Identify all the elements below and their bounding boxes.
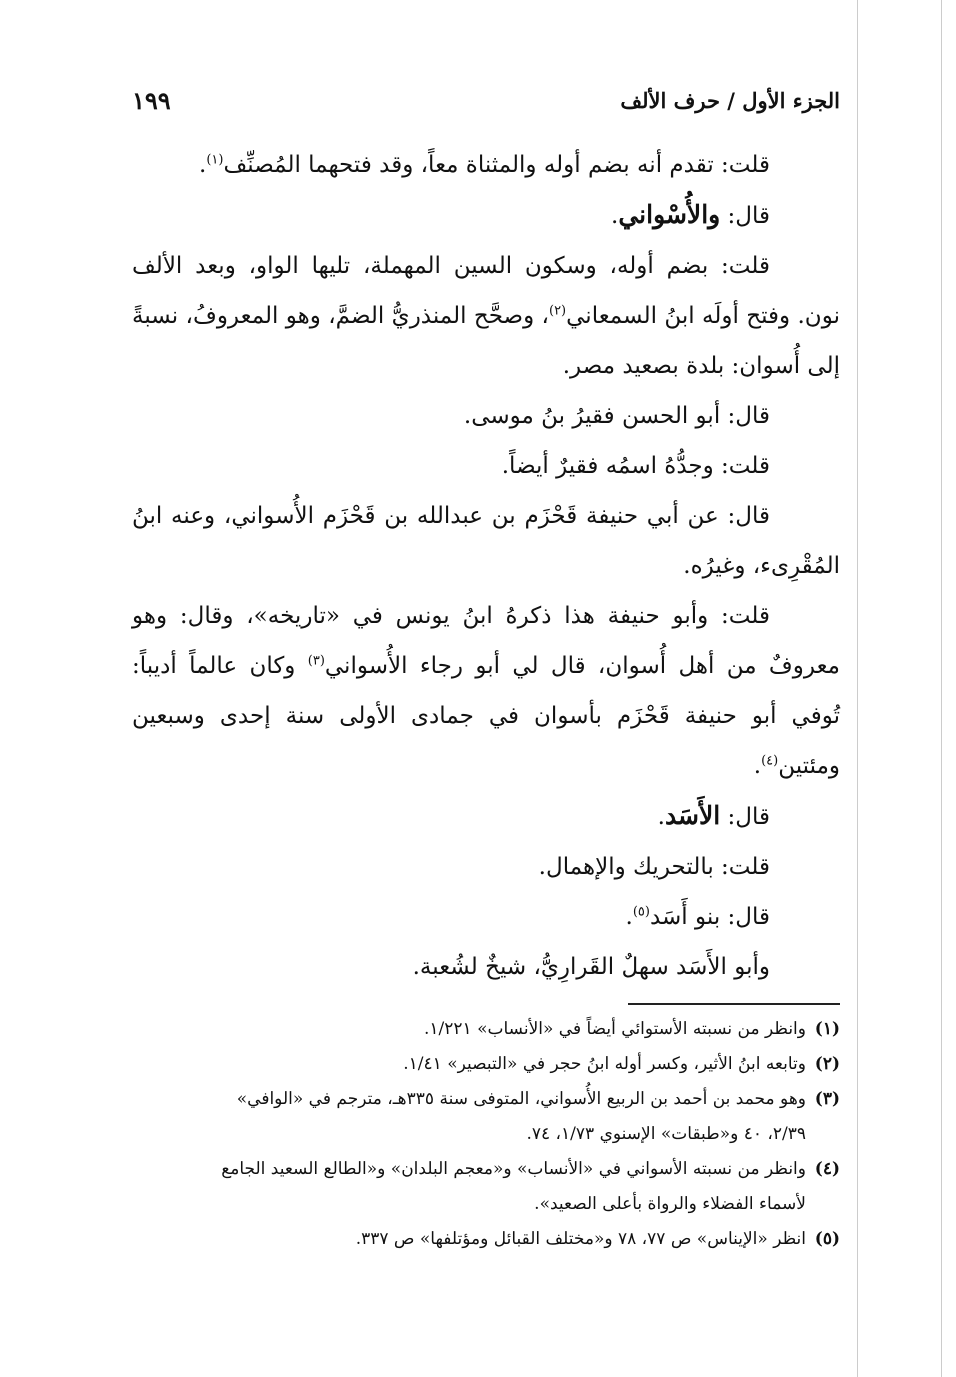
- footnote-4: [132, 1152, 840, 1222]
- footnote-text: وانظر من نسبته الأسواني في «الأنساب» و«معجم البلدان» و«الطالع السعيد الجامع: [221, 1159, 806, 1179]
- footnotes: [132, 1012, 840, 1257]
- footnote-number: (١): [814, 1019, 840, 1039]
- footnote-number: (٢): [814, 1054, 840, 1074]
- footnote-ref: (٢): [548, 303, 567, 319]
- footnote-text: وانظر من نسبته الأستوائي أيضاً في «الأنساب» ١/٢٢١.: [424, 1019, 806, 1039]
- paragraph-text: .: [625, 904, 633, 930]
- footnote-text: وهو محمد بن أحمد بن الربيع الأُسواني، المتوفى سنة ٣٣٥هـ، مترجم في «الوافي»: [236, 1089, 806, 1109]
- paragraph-text: .: [199, 152, 207, 178]
- footnote-text-continued: ٢/٣٩، ٤٠ و«طبقات» الإسنوي ١/٧٣، ٧٤.: [526, 1124, 806, 1144]
- entry-heading-aswani: [132, 190, 840, 241]
- footnote-text-continued: لأسماء الفضلاء والرواة بأعلى الصعيد».: [534, 1194, 806, 1214]
- main-text: [132, 140, 840, 992]
- paragraph-text: .: [753, 753, 762, 779]
- paragraph-11: وأبو الأَسَد سهلٌ القَرارِيُّ، شيخٌ لشُعبة.: [412, 954, 770, 980]
- footnote-number: (٤): [814, 1159, 840, 1179]
- qal-label: قال:: [720, 203, 770, 229]
- paragraph-text: ، وصحَّح المنذريُّ الضمَّ، وهو المعروفُ، نسبةً إلى أُسوان: بلدة بصعيد مصر.: [132, 303, 840, 379]
- entry-heading-asad: [132, 791, 840, 842]
- paragraph-9: قلت: بالتحريك والإهمال.: [538, 854, 770, 880]
- paragraph-10: [132, 892, 840, 942]
- paragraph-1: [132, 140, 840, 190]
- paragraph-7: [132, 591, 840, 791]
- footnote-5: [132, 1222, 840, 1257]
- footnote-ref: (٥): [632, 904, 650, 920]
- footnote-1: [132, 1012, 840, 1047]
- footnote-number: (٥): [814, 1229, 840, 1249]
- footnote-ref: (٤): [761, 753, 779, 769]
- page-edge-line: [941, 0, 942, 1377]
- paragraph-4: قال: أبو الحسن فقيرُ بنُ موسى.: [463, 403, 770, 429]
- paragraph-6: قال: عن أبي حنيفة قَحْزَم بن عبدالله بن قَحْزَم الأُسواني، وعنه ابنُ المُقْرِىء، وغيرُه.: [132, 503, 840, 579]
- page-number: ١٩٩: [132, 86, 171, 115]
- paragraph-text: .: [657, 804, 665, 830]
- footnote-2: [132, 1047, 840, 1082]
- paragraph-text: قلت: تقدم أنه بضم أوله والمثناة معاً، وقد فتحهما المُصنِّف: [223, 152, 770, 178]
- footnote-3: [132, 1082, 840, 1152]
- header-title: الجزء الأول / حرف الألف: [620, 88, 840, 113]
- paragraph-text: وكان عالماً أديباً: تُوفي أبو حنيفة قَحْزَم بأسوان في جمادى الأولى سنة إحدى وسبعين ومئتين: [132, 653, 840, 779]
- footnote-separator: [628, 1003, 840, 1005]
- paragraph-text: قال: بنو أَسَد: [649, 904, 770, 930]
- paragraph-text: قلت: بضم أوله، وسكون السين المهملة، تليها الواو، وبعد الألف نون. وفتح أولَه ابنُ السمعاني: [132, 253, 840, 329]
- footnote-text: انظر «الإيناس» ص ٧٧، ٧٨ و«مختلف القبائل ومؤتلفها» ص ٣٣٧.: [355, 1229, 806, 1249]
- footnote-ref: (١): [206, 152, 224, 168]
- footnote-text: وتابعه ابنُ الأثير، وكسر أوله ابنُ حجر في «التبصير» ١/٤١.: [403, 1054, 806, 1074]
- paragraph-3: [132, 241, 840, 391]
- paragraph-text: قلت: وأبو حنيفة هذا ذكرهُ ابنُ يونس في «تاريخه»، وقال: وهو معروفٌ من أهل أُسوان، قال لي أبو رجاء الأُسواني: [132, 603, 840, 679]
- page-edge-line: [857, 0, 858, 1377]
- paragraph-5: قلت: وجدُّهُ اسمُه فقيرٌ أيضاً.: [501, 453, 770, 479]
- qal-label: قال:: [720, 804, 770, 830]
- footnote-number: (٣): [814, 1089, 840, 1109]
- headword: والأُسْواني: [618, 200, 721, 229]
- headword: الأَسَد: [664, 801, 721, 830]
- running-header: [132, 86, 840, 118]
- paragraph-text: .: [611, 203, 619, 229]
- footnote-ref: (٣): [307, 653, 325, 669]
